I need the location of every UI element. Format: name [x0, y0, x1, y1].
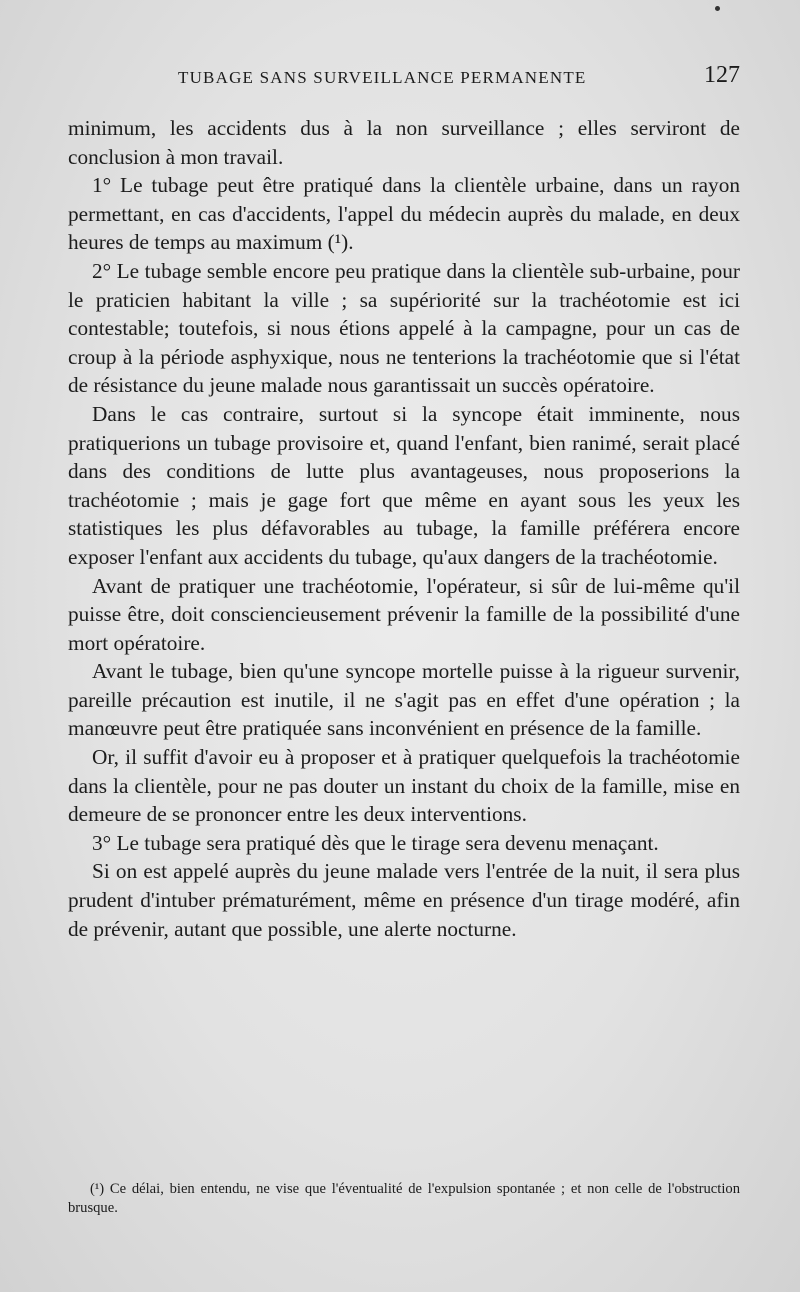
- paragraph: Si on est appelé auprès du jeune malade vers l'entrée de la nuit, il sera plus prudent d'intuber prématurément, même en présence d'un tirage modéré, afin de prévenir, autant que possible, une alerte nocturne.: [68, 859, 740, 941]
- paragraph: Or, il suffit d'avoir eu à proposer et à pratiquer quelquefois la trachéotomie dans la clientèle, pour ne pas douter un instant du choix de la famille, mise en demeure de se prononcer entre les deux interventions.: [68, 745, 740, 827]
- footnote: (¹) Ce délai, bien entendu, ne vise que l'éventualité de l'expulsion spontanée ; et non celle de l'obstruction brusque.: [68, 1181, 740, 1216]
- running-title: TUBAGE SANS SURVEILLANCE PERMANENTE: [178, 68, 587, 87]
- paragraph: Avant le tubage, bien qu'une syncope mortelle puisse à la rigueur survenir, pareille précaution est inutile, il ne s'agit pas en effet d'une opération ; la manœuvre peut être pratiquée sans inconvénient en présence de la famille.: [68, 659, 740, 741]
- paragraph-continuation: minimum, les accidents dus à la non surveillance ; elles serviront de conclusion à mon travail.: [68, 116, 740, 169]
- body-text: [68, 114, 740, 943]
- paragraph: Avant de pratiquer une trachéotomie, l'opérateur, si sûr de lui-même qu'il puisse être, doit consciencieusement prévenir la famille de la possibilité d'une mort opératoire.: [68, 573, 740, 655]
- ink-spot: [715, 6, 720, 11]
- page-header: [68, 62, 740, 94]
- paragraph-point-1: 1° Le tubage peut être pratiqué dans la clientèle urbaine, dans un rayon permettant, en cas d'accidents, l'appel du médecin auprès du malade, en deux heures de temps au maximum (¹).: [68, 173, 740, 255]
- page-number: 127: [704, 62, 740, 88]
- paragraph-point-3: 3° Le tubage sera pratiqué dès que le tirage sera devenu menaçant.: [92, 830, 659, 855]
- paragraph: Dans le cas contraire, surtout si la syncope était imminente, nous pratiquerions un tubage provisoire et, quand l'enfant, bien ranimé, serait placé dans des conditions de lutte plus avantageuses, nous proposerions la trachéotomie ; mais je gage fort que même en ayant sous les yeux les statistiques les plus défavorables au tubage, la famille préférera encore exposer l'enfant aux accidents du tubage, qu'aux dangers de la trachéotomie.: [68, 401, 740, 569]
- paragraph-point-2: 2° Le tubage semble encore peu pratique dans la clientèle sub-urbaine, pour le praticien habitant la ville ; sa supériorité sur la trachéotomie est ici contestable; toutefois, si nous étions appelé à la campagne, pour un cas de croup à la période asphyxique, nous ne tenterions la trachéotomie que si l'état de résistance du jeune malade nous garantissait un succès opératoire.: [68, 258, 740, 398]
